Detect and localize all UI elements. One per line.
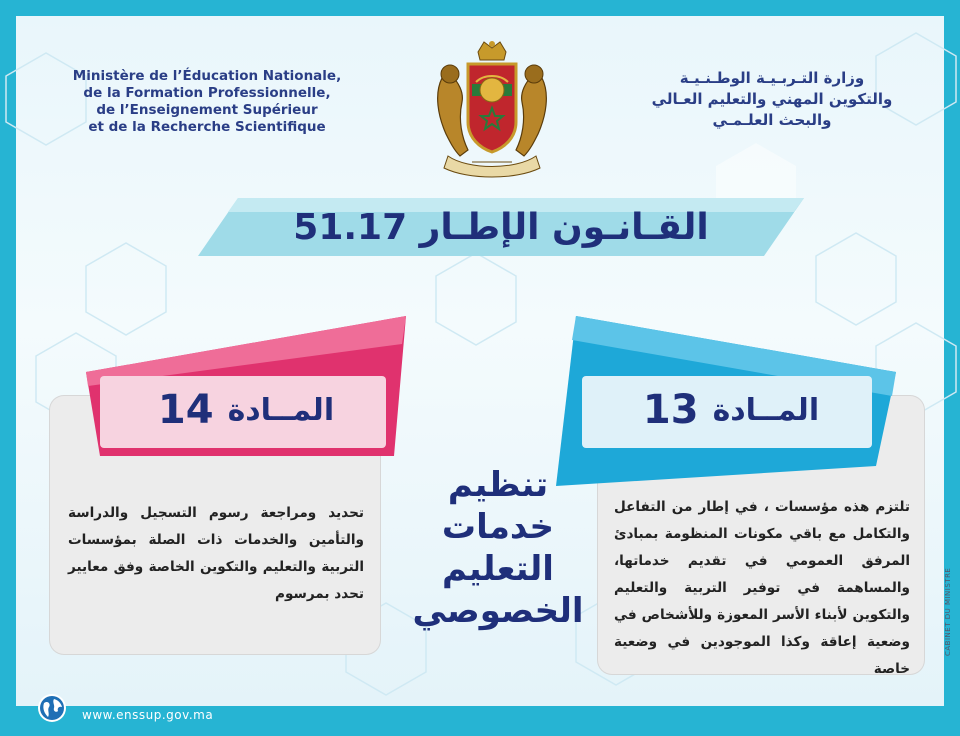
article-14-heading xyxy=(116,380,376,440)
globe-icon xyxy=(36,692,68,724)
center-topic-line: تنظيم xyxy=(447,465,549,505)
ministry-fr-line: de la Formation Professionnelle, xyxy=(83,85,331,101)
poster-frame xyxy=(16,16,952,706)
center-topic-line: خدمات xyxy=(441,507,555,547)
center-topic-line: التعليم xyxy=(442,549,554,589)
article-13-heading xyxy=(596,380,866,440)
article-14-number: 14 xyxy=(157,387,214,433)
article-13-text: تلتزم هذه مؤسسات ، في إطار من التفاعل والتكامل مع باقي مكونات المنظومة بمبادئ المرفق العمومي في تقديم خدماتها، والمساهمة في توفير التربية والتعليم والتكوين لأبناء الأسر المعوزة وللأشخاص في وضعية إعاقة وكذا الموجودين في وضعية خاصة xyxy=(614,499,910,677)
ministry-fr-line: de l’Enseignement Supérieur xyxy=(96,102,318,118)
ministry-ar-line: والتكوين المهني والتعليم العـالي xyxy=(651,90,893,108)
ministry-fr-line: et de la Recherche Scientifique xyxy=(88,119,326,135)
ministry-name-french xyxy=(62,68,352,136)
article-13-number: 13 xyxy=(642,387,699,433)
side-caption: CABINET DU MINISTRE xyxy=(944,567,952,656)
center-topic xyxy=(408,464,588,632)
ministry-name-arabic xyxy=(622,68,922,131)
law-title: القـانـون الإطـار 51.17 xyxy=(293,206,709,248)
ministry-ar-line: وزارة التـربـيـة الوطـنـيـة xyxy=(679,69,865,87)
website-link[interactable]: www.enssup.gov.ma xyxy=(82,708,214,722)
ministry-fr-line: Ministère de l’Éducation Nationale, xyxy=(72,68,342,84)
article-14-text: تحديد ومراجعة رسوم التسجيل والدراسة والتأمين والخدمات ذات الصلة بمؤسسات التربية والتعليم والتكوين الخاصة وفق معايير تحدد بمرسوم xyxy=(68,505,364,602)
ministry-ar-line: والبحث العلـمـي xyxy=(712,111,832,129)
article-13-word: المــادة xyxy=(712,392,820,428)
moroccan-coat-of-arms-icon xyxy=(428,38,556,180)
center-topic-line: الخصوصي xyxy=(412,591,584,631)
article-14-word: المــادة xyxy=(227,392,335,428)
